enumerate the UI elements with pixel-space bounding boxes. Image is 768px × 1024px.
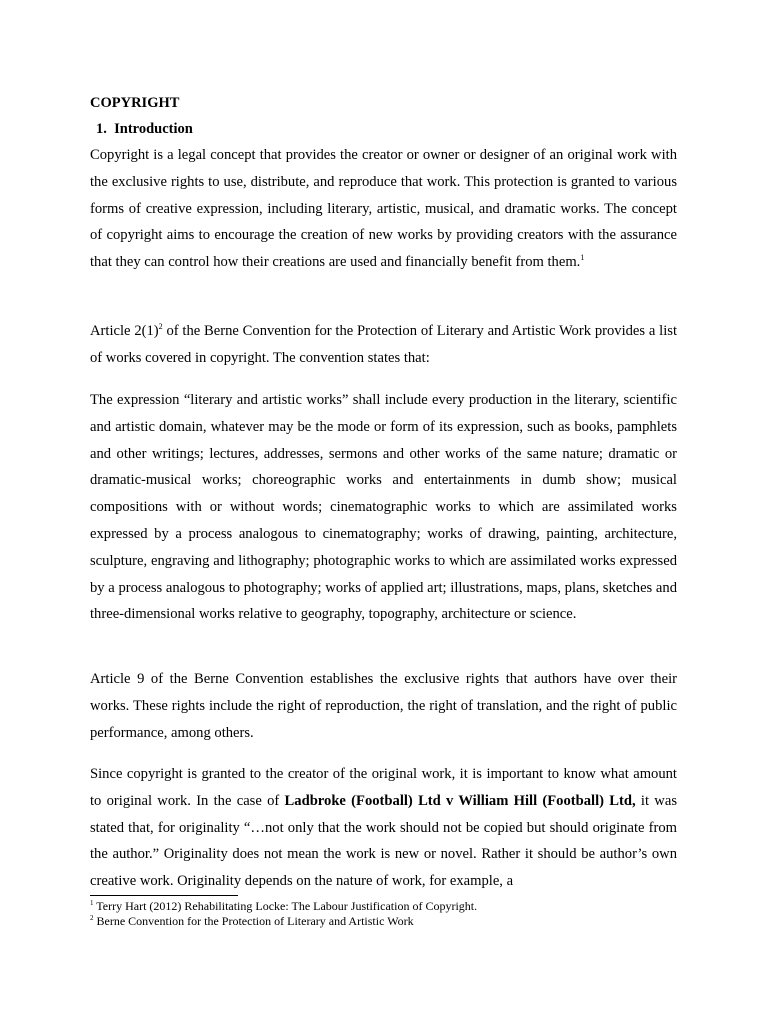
footnote-2-text: Berne Convention for the Protection of Literary and Artistic Work — [93, 914, 414, 928]
footnote-1-text: Terry Hart (2012) Rehabilitating Locke: The Labour Justification of Copyright. — [93, 899, 478, 913]
paragraph-originality — [90, 761, 677, 895]
paragraph-intro-text: Copyright is a legal concept that provides the creator or owner or designer of an original work with the exclusive rights to use, distribute, and reproduce that work. This protection is granted to various forms of creative expression, including literary, artistic, musical, and dramatic works. The concept of copyright aims to encourage the creation of new works by providing creators with the assurance that they can control how their creations are used and financially benefit from them. — [90, 147, 677, 271]
paragraph-article-2 — [90, 318, 677, 372]
paragraph-originality-text-after: it was stated that, for originality “…not only that the work should not be copied but should originate from the author.” Originality does not mean the work is new or novel. Rather it should be author’s own creative work. Originality depends on the nature of work, for example, a — [90, 792, 678, 890]
document-title-block — [90, 94, 677, 112]
paragraph-originality-text-before: Since copyright is granted to the creator of the original work, it is important to know what amount to original work. In the case of — [90, 766, 677, 809]
footnote-2-number: 2 — [90, 914, 94, 922]
footnote-ref-2: 2 — [158, 322, 163, 332]
paragraph-article-9-text: Article 9 of the Berne Convention establishes the exclusive rights that authors have over their works. These rights include the right of reproduction, the right of translation, and the right of public performance, among others. — [90, 671, 677, 741]
footnote-1 — [90, 899, 690, 914]
paragraph-article-2-text: of the Berne Convention for the Protection of Literary and Artistic Work provides a list of works covered in copyright. The convention states that: — [90, 323, 677, 366]
document-title: COPYRIGHT — [90, 95, 180, 111]
case-name: Ladbroke (Football) Ltd v William Hill (Football) Ltd, — [284, 792, 636, 809]
section-heading — [96, 120, 683, 138]
footnote-2 — [90, 914, 690, 929]
paragraph-convention-quote — [90, 387, 677, 628]
footnote-ref-1: 1 — [580, 253, 585, 263]
section-number: 1. — [96, 121, 107, 137]
footnote-1-number: 1 — [90, 899, 94, 907]
paragraph-article-2-lead: Article 2(1) — [90, 323, 159, 339]
section-label: Introduction — [114, 121, 193, 137]
paragraph-intro — [90, 142, 677, 276]
paragraph-convention-quote-text: The expression “literary and artistic works” shall include every production in the literary, scientific and artistic domain, whatever may be the mode or form of its expression, such as books, pamphlets and other writings; lectures, addresses, sermons and other works of the same nature; dramatic or dramatic-musical works; choreographic works and entertainments in dumb show; musical compositions with or without words; cinematographic works to which are assimilated works expressed by a process analogous to cinematography; works of drawing, painting, architecture, sculpture, engraving and lithography; photographic works to which are assimilated works expressed by a process analogous to photography; works of applied art; illustrations, maps, plans, sketches and three-dimensional works relative to geography, topography, architecture or science. — [90, 392, 677, 623]
footnote-separator — [90, 895, 238, 896]
paragraph-article-9 — [90, 666, 677, 746]
